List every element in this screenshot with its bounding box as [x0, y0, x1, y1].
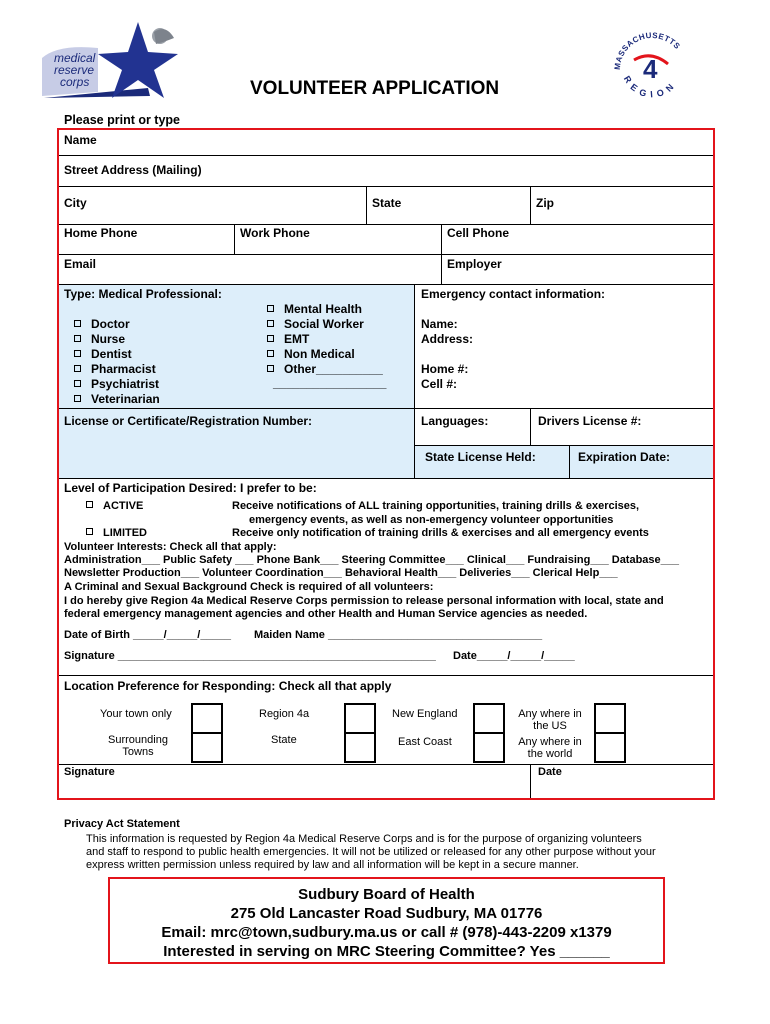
date-field[interactable]: Date_____/_____/_____	[453, 650, 575, 662]
work-phone-label: Work Phone	[240, 226, 310, 240]
active-desc-1: Receive notifications of ALL training opportunities, training drills & exercises,	[232, 500, 640, 512]
bottom-date-label: Date	[538, 766, 562, 778]
east-coast-label: East Coast	[398, 736, 452, 748]
checkbox-icon[interactable]	[74, 350, 81, 357]
checkbox-surrounding[interactable]	[191, 732, 223, 763]
option-nurse[interactable]: Nurse	[74, 332, 125, 346]
active-desc-2: emergency events, as well as non-emergency volunteer opportunities	[249, 514, 614, 526]
option-limited[interactable]: LIMITED	[86, 527, 147, 539]
option-dentist[interactable]: Dentist	[74, 347, 132, 361]
checkbox-state[interactable]	[344, 732, 376, 763]
option-non-medical[interactable]: Non Medical	[267, 347, 355, 361]
background-line-1: A Criminal and Sexual Background Check is required of all volunteers:	[64, 581, 434, 593]
checkbox-icon[interactable]	[86, 528, 93, 535]
languages-label: Languages:	[421, 414, 489, 428]
option-social-worker[interactable]: Social Worker	[267, 317, 364, 331]
checkbox-region4a[interactable]	[344, 703, 376, 734]
anywhere-world-label: Any where in the world	[518, 736, 582, 760]
state-option-label: State	[271, 734, 297, 746]
checkbox-anywhere-world[interactable]	[594, 732, 626, 763]
footer-line-4: Interested in serving on MRC Steering Committee? Yes ______	[163, 943, 610, 960]
checkbox-icon[interactable]	[267, 335, 274, 342]
maiden-name-field[interactable]: Maiden Name ___________________________________	[254, 629, 543, 641]
privacy-title: Privacy Act Statement	[64, 818, 180, 830]
dob-field[interactable]: Date of Birth _____/_____/_____	[64, 629, 231, 641]
contact-box	[108, 877, 665, 964]
checkbox-icon[interactable]	[267, 365, 274, 372]
option-other[interactable]: Other__________	[267, 362, 383, 376]
new-england-label: New England	[392, 708, 458, 720]
form-subtitle: Please print or type	[64, 113, 181, 127]
checkbox-icon[interactable]	[74, 320, 81, 327]
location-label: Location Preference for Responding: Check all that apply	[64, 679, 392, 693]
license-label: License or Certificate/Registration Number:	[64, 414, 313, 428]
drivers-license-label: Drivers License #:	[538, 414, 642, 428]
logo-text-3: corps	[60, 75, 90, 89]
your-town-label: Your town only	[100, 708, 172, 720]
massachusetts-region-4-seal	[606, 20, 696, 110]
footer-line-1: Sudbury Board of Health	[298, 886, 475, 903]
checkbox-icon[interactable]	[74, 365, 81, 372]
interests-line-2[interactable]: Newsletter Production___ Volunteer Coordination___ Behavioral Health___ Deliveries___ Clerical Help___	[64, 567, 618, 579]
checkbox-your-town[interactable]	[191, 703, 223, 734]
checkbox-icon[interactable]	[74, 335, 81, 342]
emergency-home-label: Home #:	[421, 362, 469, 376]
street-label: Street Address (Mailing)	[64, 163, 202, 177]
option-active[interactable]: ACTIVE	[86, 500, 143, 512]
checkbox-icon[interactable]	[267, 305, 274, 312]
option-psychiatrist[interactable]: Psychiatrist	[74, 377, 159, 391]
limited-desc: Receive only notification of training drills & exercises and all emergency events	[232, 527, 649, 539]
logo-text-1: medical	[54, 51, 96, 65]
background-line-3: federal emergency management agencies and other Health and Human Service agencies as needed.	[64, 608, 588, 620]
zip-label: Zip	[536, 196, 554, 210]
option-emt[interactable]: EMT	[267, 332, 309, 346]
participation-label: Level of Participation Desired: I prefer to be:	[64, 481, 317, 495]
state-license-label: State License Held:	[425, 450, 536, 464]
checkbox-icon[interactable]	[86, 501, 93, 508]
signature-field[interactable]: Signature ____________________________________________________	[64, 650, 436, 662]
privacy-line-3: express written permission unless required by law and all information will be kept in a secure manner.	[86, 859, 579, 871]
city-label: City	[64, 196, 87, 210]
option-veterinarian[interactable]: Veterinarian	[74, 392, 160, 406]
option-pharmacist[interactable]: Pharmacist	[74, 362, 156, 376]
interests-line-1[interactable]: Administration___ Public Safety ___ Phone Bank___ Steering Committee___ Clinical___ Fundraising___ Database___	[64, 554, 680, 566]
expiration-label: Expiration Date:	[578, 450, 671, 464]
region4a-label: Region 4a	[259, 708, 310, 720]
privacy-line-1: This information is requested by Region 4a Medical Reserve Corps and is for the purpose of organizing volunteers	[86, 833, 642, 845]
emergency-cell-label: Cell #:	[421, 377, 458, 391]
emergency-label: Emergency contact information:	[421, 287, 606, 301]
interests-label: Volunteer Interests: Check all that apply:	[64, 541, 277, 553]
employer-label: Employer	[447, 257, 502, 271]
checkbox-icon[interactable]	[74, 380, 81, 387]
option-doctor[interactable]: Doctor	[74, 317, 130, 331]
emergency-address-label: Address:	[421, 332, 474, 346]
home-phone-label: Home Phone	[64, 226, 138, 240]
background-line-2: I do hereby give Region 4a Medical Reserve Corps permission to release personal information with local, state and	[64, 595, 664, 607]
state-label: State	[372, 196, 402, 210]
seal-number: 4	[643, 54, 658, 84]
footer-line-3: Email: mrc@town,sudbury.ma.us or call # (978)-443-2209 x1379	[161, 924, 612, 941]
emergency-name-label: Name:	[421, 317, 458, 331]
bottom-signature-label: Signature	[64, 766, 115, 778]
cell-phone-label: Cell Phone	[447, 226, 510, 240]
professional-label: Type: Medical Professional:	[64, 287, 222, 301]
checkbox-new-england[interactable]	[473, 703, 505, 734]
checkbox-icon[interactable]	[267, 350, 274, 357]
other-line[interactable]: _________________	[273, 376, 387, 390]
checkbox-icon[interactable]	[267, 320, 274, 327]
form-title: VOLUNTEER APPLICATION	[250, 78, 500, 99]
footer-line-2: 275 Old Lancaster Road Sudbury, MA 01776	[230, 905, 543, 922]
anywhere-us-label: Any where in the US	[518, 708, 582, 732]
privacy-line-2: and staff to respond to public health emergencies. It will not be utilized or released for any other purpose without your	[86, 846, 656, 858]
surrounding-towns-label: Surrounding Towns	[108, 734, 168, 758]
seal-state-text: MASSACHUSETTS	[612, 30, 682, 71]
seal-region-text: REGION	[621, 73, 679, 100]
name-label: Name	[64, 133, 97, 147]
checkbox-anywhere-us[interactable]	[594, 703, 626, 734]
medical-reserve-corps-logo	[38, 22, 188, 102]
email-label: Email	[64, 257, 97, 271]
checkbox-east-coast[interactable]	[473, 732, 505, 763]
checkbox-icon[interactable]	[74, 395, 81, 402]
logo-text-2: reserve	[54, 63, 95, 77]
option-mental-health[interactable]: Mental Health	[267, 302, 362, 316]
